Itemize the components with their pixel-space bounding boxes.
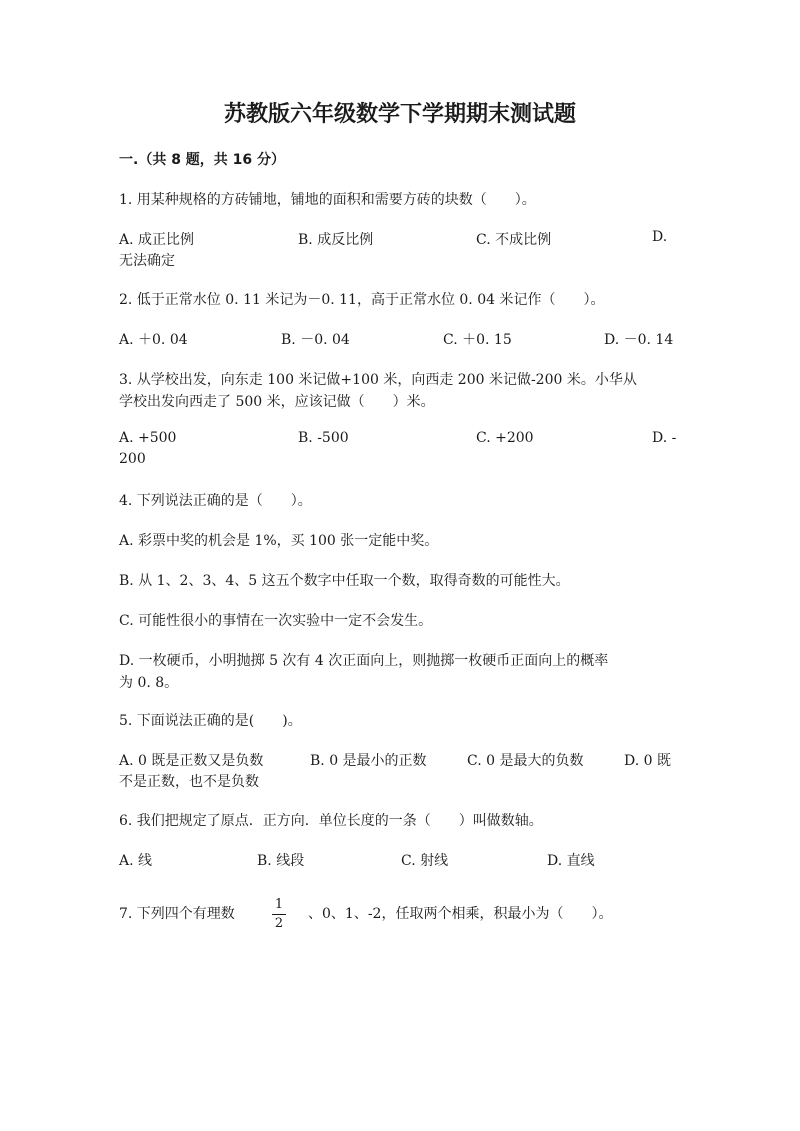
question-4-option-c: C. 可能性很小的事情在一次实验中一定不会发生。 xyxy=(119,613,433,629)
question-5-option-d-text: 不是正数，也不是负数 xyxy=(119,774,259,790)
question-1-option-c: C. 不成比例 xyxy=(476,232,552,248)
question-6-option-c: C. 射线 xyxy=(401,853,449,869)
question-1-option-b: B. 成反比例 xyxy=(298,232,374,248)
question-4-option-a: A. 彩票中奖的机会是 1%，买 100 张一定能中奖。 xyxy=(119,533,439,549)
question-2-option-a: A. ＋0. 04 xyxy=(119,332,188,348)
question-6-option-d: D. 直线 xyxy=(547,853,595,869)
question-7-stem-suffix: 、0、1、-2，任取两个相乘，积最小为（ ）。 xyxy=(308,906,613,922)
question-1-option-d: D. xyxy=(652,229,668,245)
question-6-stem: 6. 我们把规定了原点．正方向．单位长度的一条（ ）叫做数轴。 xyxy=(119,813,543,829)
question-3-option-a: A. +500 xyxy=(119,430,177,446)
fraction-numerator: 1 xyxy=(274,897,284,912)
question-5-option-a: A. 0 既是正数又是负数 xyxy=(119,753,264,769)
question-3-option-d: D. - xyxy=(652,430,677,446)
question-5-option-c: C. 0 是最大的负数 xyxy=(467,753,584,769)
question-4-option-d-line-1: D. 一枚硬币，小明抛掷 5 次有 4 次正面向上，则抛掷一枚硬币正面向上的概率 xyxy=(119,653,609,669)
question-3-stem-line-2: 学校出发向西走了 500 米，应该记做（ ）米。 xyxy=(119,394,435,410)
fraction-bar xyxy=(272,914,286,915)
page-title: 苏教版六年级数学下学期期末测试题 xyxy=(223,102,576,127)
question-3-option-c: C. +200 xyxy=(476,430,534,446)
fraction-one-half xyxy=(272,898,286,931)
question-4-option-b: B. 从 1、2、3、4、5 这五个数字中任取一个数，取得奇数的可能性大。 xyxy=(119,573,570,589)
question-2-option-c: C. ＋0. 15 xyxy=(443,332,512,348)
question-2-option-d: D. －0. 14 xyxy=(604,332,674,348)
question-5-option-b: B. 0 是最小的正数 xyxy=(310,753,427,769)
question-3-stem-line-1: 3. 从学校出发，向东走 100 米记做+100 米，向西走 200 米记做-200 米。小华从 xyxy=(119,372,637,388)
question-2-stem: 2. 低于正常水位 0. 11 米记为－0. 11，高于正常水位 0. 04 米记作（ ）。 xyxy=(119,292,605,308)
question-3-option-b: B. -500 xyxy=(298,430,349,446)
question-1-option-d-text: 无法确定 xyxy=(119,253,175,269)
question-6-option-b: B. 线段 xyxy=(257,853,305,869)
fraction-denominator: 2 xyxy=(274,916,284,931)
question-4-option-d-line-2: 为 0. 8。 xyxy=(119,675,179,691)
section-heading: 一.（共 8 题，共 16 分） xyxy=(119,152,286,168)
question-7-stem-prefix: 7. 下列四个有理数 xyxy=(119,906,235,922)
question-5-option-d: D. 0 既 xyxy=(624,753,671,769)
question-1-stem: 1. 用某种规格的方砖铺地，铺地的面积和需要方砖的块数（ ）。 xyxy=(119,192,536,208)
question-5-stem: 5. 下面说法正确的是( )。 xyxy=(119,713,302,729)
question-1-option-a: A. 成正比例 xyxy=(119,232,195,248)
question-6-option-a: A. 线 xyxy=(119,853,153,869)
question-3-option-d-text: 200 xyxy=(119,451,146,467)
question-2-option-b: B. －0. 04 xyxy=(281,332,350,348)
question-4-stem: 4. 下列说法正确的是（ ）。 xyxy=(119,493,312,509)
